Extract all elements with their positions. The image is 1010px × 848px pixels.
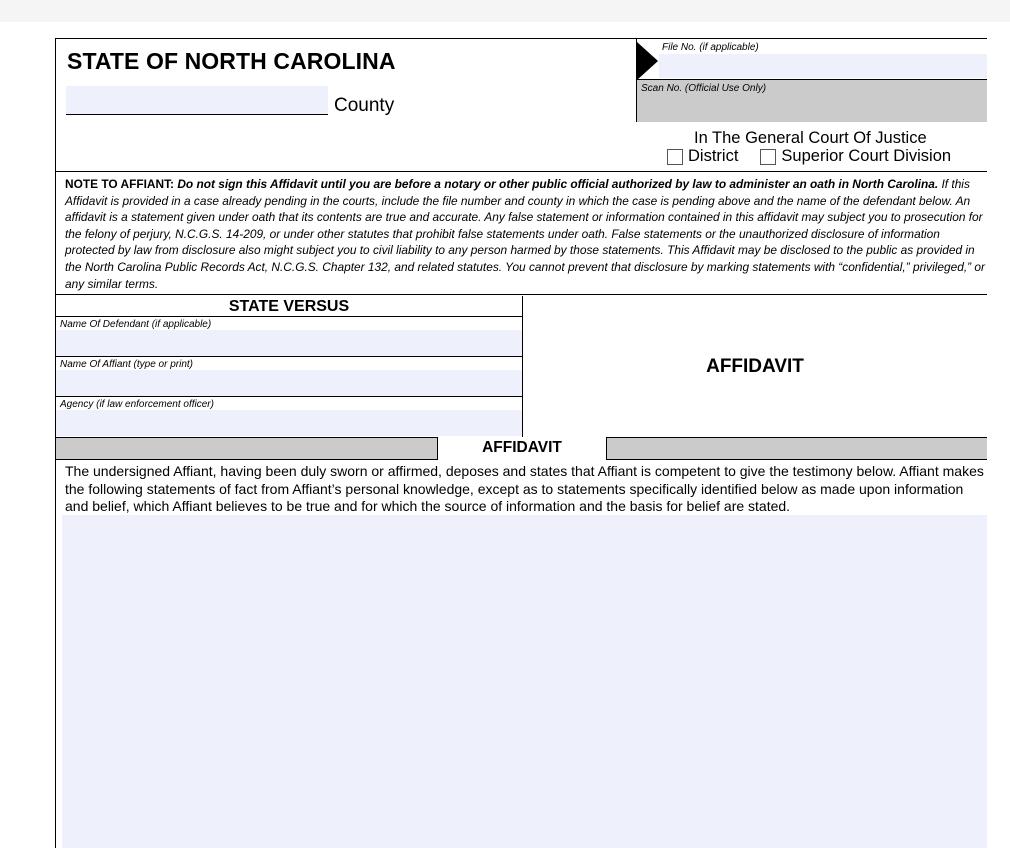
court-division-row: [667, 147, 951, 166]
affidavit-section-title: AFFIDAVIT: [437, 437, 607, 460]
form-title: AFFIDAVIT: [706, 355, 804, 377]
court-title: In The General Court Of Justice: [694, 129, 927, 147]
scan-no-area: [637, 79, 987, 122]
superior-court-label: Superior Court Division: [781, 147, 952, 165]
file-number-box: [636, 39, 987, 122]
affidavit-section-bar: [56, 437, 987, 460]
agency-field-group: [56, 397, 522, 437]
agency-input[interactable]: [56, 410, 522, 436]
affiant-field-group: [56, 357, 522, 397]
state-title: STATE OF NORTH CAROLINA: [67, 48, 396, 74]
district-label: District: [688, 147, 739, 165]
note-warning: Do not sign this Affidavit until you are before a notary or other public official authorized by law to administer an oath in North Carolina.: [177, 177, 939, 191]
note-to-affiant: [56, 171, 987, 295]
state-versus-section: [56, 296, 523, 437]
superior-court-checkbox[interactable]: [760, 149, 776, 165]
affiant-name-input[interactable]: [56, 370, 522, 396]
affidavit-statement-field[interactable]: [62, 515, 987, 848]
defendant-name-input[interactable]: [56, 330, 522, 356]
district-checkbox[interactable]: [667, 149, 683, 165]
defendant-field-group: [56, 317, 522, 357]
file-no-label: File No. (if applicable): [662, 42, 759, 53]
county-field[interactable]: [66, 86, 328, 115]
file-no-field[interactable]: [659, 54, 987, 78]
note-body: If this Affidavit is provided in a case already pending in the courts, include the file number and county in which the case is pending above and the name of the defendant below. An affidavit is a statement given under oath that its contents are true and accurate. Any false statement or information contained in this affidavit may subject you to prosecution for the felony of perjury, N.C.G.S. 14-209, or under other statutes that prohibit false statements under oath. False statements or the unauthorized disclosure of information protected by law from disclosure also might subject you to civil liability to any person harmed by those statements. This Affidavit may be disclosed to the public as provided in the North Carolina Public Records Act, N.C.G.S. Chapter 132, and related statutes. You cannot prevent that disclosure by marking statements with “confidential,” privileged,” or any similar terms.: [65, 177, 986, 291]
arrow-marker-icon: [637, 42, 658, 80]
viewer-top-strip: [0, 0, 1010, 22]
note-lead: NOTE TO AFFIANT:: [65, 177, 174, 191]
affidavit-intro-text: The undersigned Affiant, having been duly sworn or affirmed, deposes and states that Affiant is competent to give the testimony below. Affiant makes the following statements of fact from Affiant’s personal knowledge, except as to statements specifically identified below as made upon information and belief, which Affiant believes to be true and for which the source of information and the basis for belief are stated.: [65, 463, 984, 514]
affiant-label: Name Of Affiant (type or print): [60, 359, 194, 370]
scan-no-label: Scan No. (Official Use Only): [641, 83, 767, 94]
agency-label: Agency (if law enforcement officer): [60, 399, 214, 410]
defendant-label: Name Of Defendant (if applicable): [60, 319, 212, 330]
state-versus-title: STATE VERSUS: [56, 296, 522, 317]
affidavit-form: [55, 38, 987, 848]
county-label: County: [334, 95, 395, 116]
